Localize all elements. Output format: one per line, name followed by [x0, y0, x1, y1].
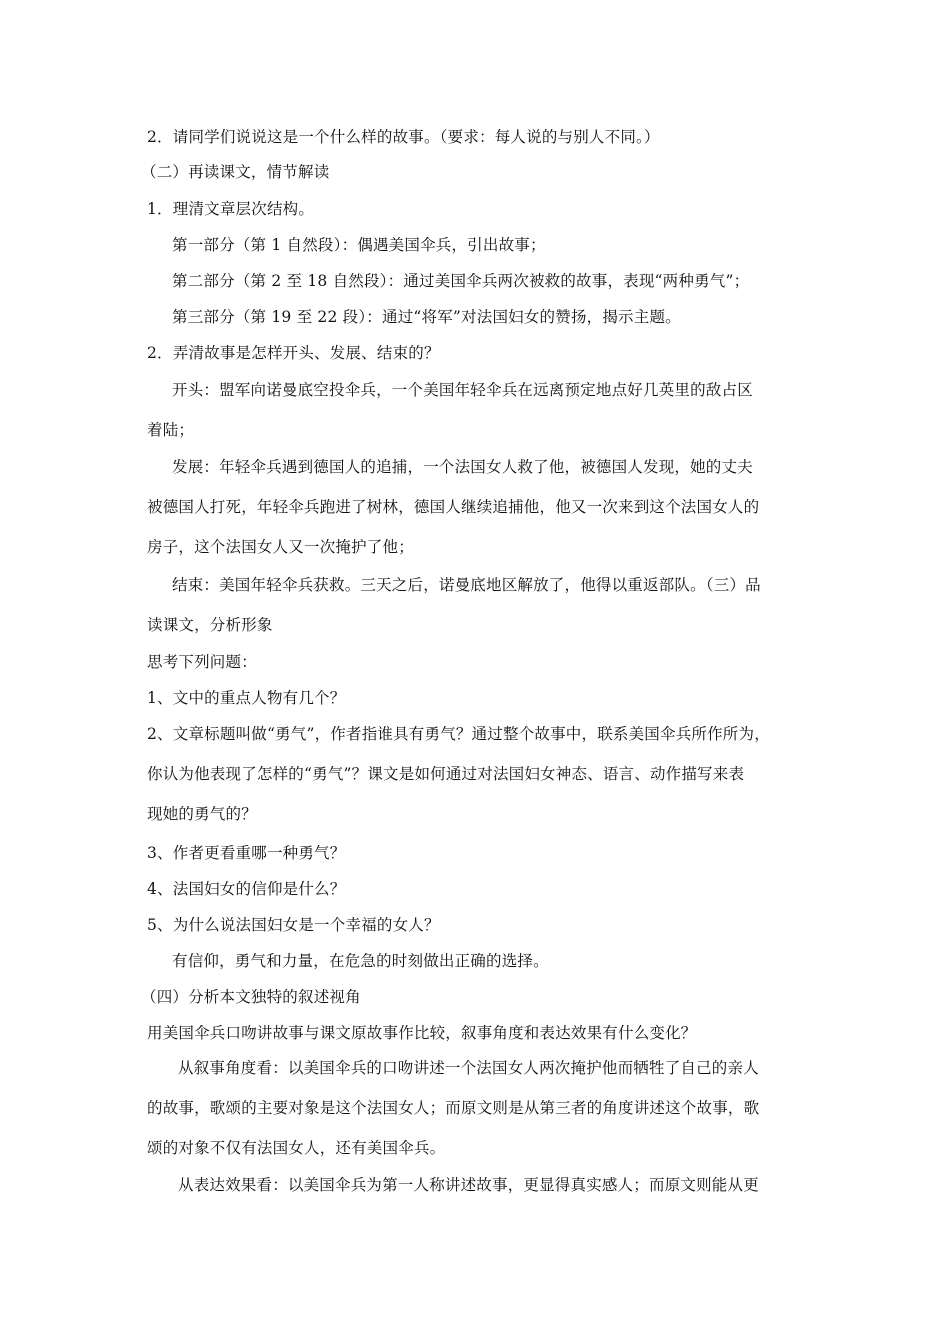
question-2-line-1: 2、文章标题叫做“勇气”，作者指谁具有勇气？通过整个故事中，联系美国伞兵所作所为，	[147, 725, 770, 743]
question-5: 5、为什么说法国妇女是一个幸福的女人？	[147, 916, 440, 934]
think-prompt: 思考下列问题：	[147, 653, 257, 671]
section-4-heading: （四）分析本文独特的叙述视角	[141, 988, 361, 1006]
compare-prompt: 用美国伞兵口吻讲故事与课文原故事作比较，叙事角度和表达效果有什么变化？	[147, 1024, 697, 1042]
narrative-angle-line-3: 颂的对象不仅有法国女人，还有美国伞兵。	[147, 1139, 446, 1157]
development-line-1: 发展：年轻伞兵遇到德国人的追捕，一个法国女人救了他，被德国人发现，她的丈夫	[172, 458, 753, 476]
development-line-2: 被德国人打死，年轻伞兵跑进了树林，德国人继续追捕他，他又一次来到这个法国女人的	[147, 498, 760, 516]
opening-line-2: 着陆；	[147, 421, 195, 439]
part-3: 第三部分（第 19 至 22 段）：通过“将军”对法国妇女的赞扬，揭示主题。	[172, 308, 681, 326]
part-1: 第一部分（第 1 自然段）：偶遇美国伞兵，引出故事；	[172, 236, 546, 254]
item-2-story-question: 2．请同学们说说这是一个什么样的故事。（要求：每人说的与别人不同。）	[147, 128, 660, 146]
question-2-line-3: 现她的勇气的？	[147, 805, 257, 823]
part-2: 第二部分（第 2 至 18 自然段）：通过美国伞兵两次被救的故事，表现“两种勇气”；	[172, 272, 750, 290]
expression-effect-line-1: 从表达效果看：以美国伞兵为第一人称讲述故事，更显得真实感人；而原文则能从更	[178, 1176, 759, 1194]
question-2-line-2: 你认为他表现了怎样的“勇气”？课文是如何通过对法国妇女神态、语言、动作描写来表	[147, 765, 745, 783]
opening-line-1: 开头：盟军向诺曼底空投伞兵，一个美国年轻伞兵在远离预定地点好几英里的敌占区	[172, 381, 753, 399]
item-2-plot: 2．弄清故事是怎样开头、发展、结束的？	[147, 344, 440, 362]
ending-line-1: 结束：美国年轻伞兵获救。三天之后，诺曼底地区解放了，他得以重返部队。（三）品	[172, 576, 761, 594]
item-1-structure: 1．理清文章层次结构。	[147, 200, 315, 218]
narrative-angle-line-1: 从叙事角度看：以美国伞兵的口吻讲述一个法国女人两次掩护他而牺牲了自己的亲人	[178, 1059, 759, 1077]
answer-5: 有信仰，勇气和力量，在危急的时刻做出正确的选择。	[172, 952, 549, 970]
section-2-heading: （二）再读课文，情节解读	[141, 163, 330, 181]
question-1: 1、文中的重点人物有几个？	[147, 689, 346, 707]
ending-line-2: 读课文，分析形象	[147, 616, 273, 634]
narrative-angle-line-2: 的故事，歌颂的主要对象是这个法国女人；而原文则是从第三者的角度讲述这个故事，歌	[147, 1099, 760, 1117]
question-4: 4、法国妇女的信仰是什么？	[147, 880, 346, 898]
question-3: 3、作者更看重哪一种勇气？	[147, 844, 346, 862]
development-line-3: 房子，这个法国女人又一次掩护了他；	[147, 538, 414, 556]
